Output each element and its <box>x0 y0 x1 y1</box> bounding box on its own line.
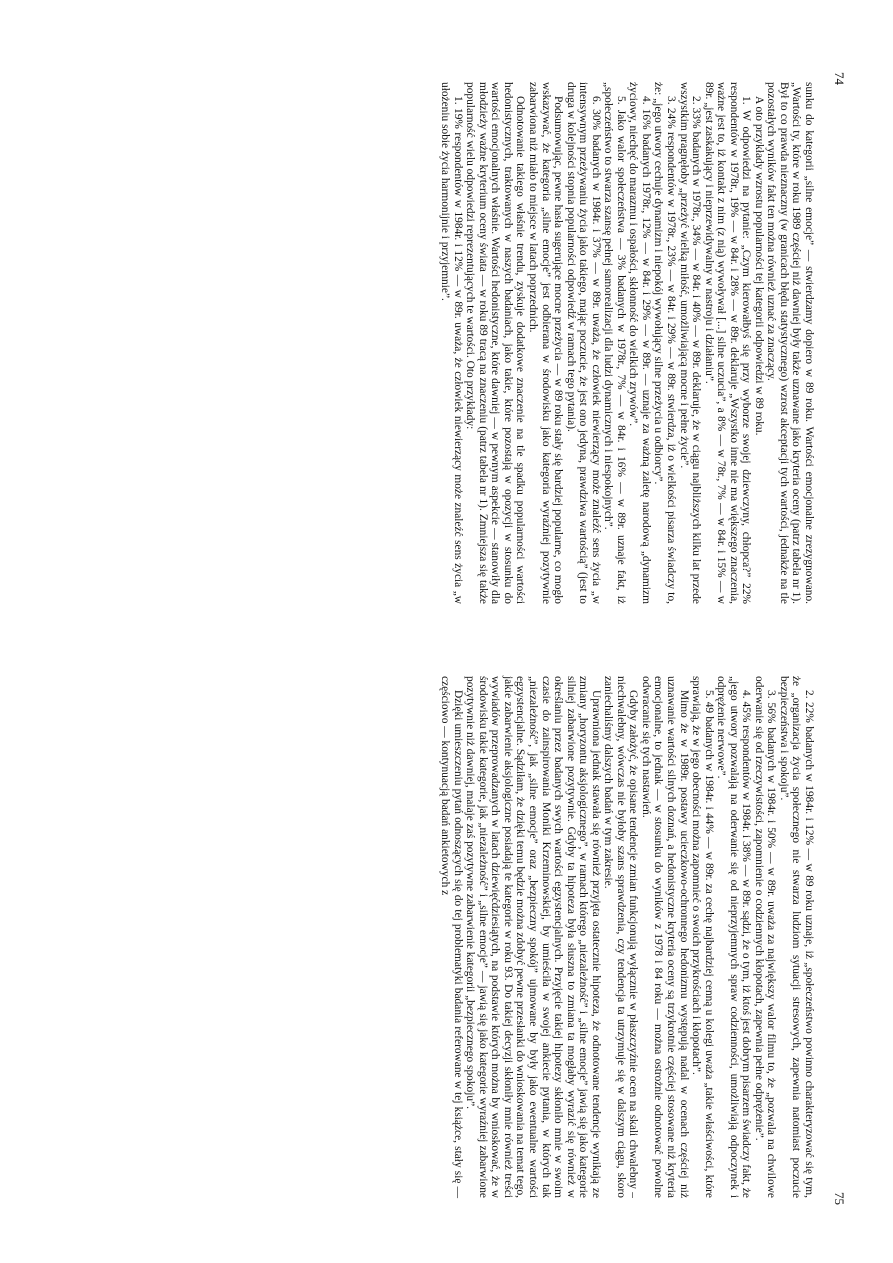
paragraph: 6. 30% badanych w 1984r. i 37% — w 89r. uważa, że człowiek niewierzący może znaleźć sens życia „w intensywnym przeżywaniu życia jako takiego, mając poczucie, że jest ono jedyna, prawdziwa wartością” (jest to druga w kolejności stopnia popularności odpowiedź w ramach tego pytania). <box>564 82 602 604</box>
paragraph: 5. Jako walor społeczeństwa — 3% badanych w 1978r., 7% — w 84r. i 16% — w 89r. uznaje fakt, iż „społeczeństwo to stwarza szansę pełnej samorealizacji dla ludzi dynamicznych i niespokojnych”. <box>602 82 627 604</box>
paragraph: Dzięki umieszczeniu pytań odnoszących się do tej problematyki badania referowane w tej książce, stały się — częściowo — kontynuacją badań ankietowych z <box>439 676 464 1198</box>
paragraph: 5. 49 badanych w 1984r. i 44% — w 89r. za cechę najbardziej cenną u kolegi uważa „takie właściwości, które sprawiają, że w jego obecności można zapomnieć o swoich przykrościach i kłopotach”. <box>690 676 715 1198</box>
paragraph: Podsumowując, pewne hasła sugerujące mocne przeżycia — w 89 roku stały się bardziej popularne, co mogło wskazywać, że kategoria „silne emocje” jest odbierana w środowisku jako kategoria wyraźniej pozytywnie zabarwiona niż miało to miejsce w latach poprzednich. <box>526 82 565 604</box>
paragraph: 3. 24% respondentów w 1978r., 23% — w 84r. i 29% — w 89r. stwierdza, iż o wielkości pisarza świadczy to, że: „jego utwory cechuje dynamizm i niepokój wywołujący silne przeżycia u odbiorcy”. <box>652 82 677 604</box>
paragraph: 3. 56% badanych w 1984r. i 50% — w 89r. uważa za największy walor filmu to, że „pozwala na chwilowe oderwanie się od rzeczywistości, zapomnienie o codziennych kłopotach, zapewnia pełne odprężenie”. <box>752 676 778 1198</box>
paragraph: Odnotowanie takiego właśnie trendu, zyskuje dodatkowe znaczenie na tle spadku popularności wartości hedonistycznych, traktowanych w naszych badaniach, jako takie, które pozostają w opozycji w stosunku do wartości emocjonalnych właśnie. Wartości hedonistyczne, które dawniej — w pewnym aspekcie — stanowiły dla młodzieży ważne kryterium oceny świata — w roku 89 tracą na znaczeniu (patrz tabela nr 1). Zmniejsza się także popularność wielu odpowiedzi reprezentujących te wartości. Oto przykłady: <box>464 82 527 604</box>
paragraph: sunku do kategorii „silne emocje” — stwierdzamy dopiero w 89 roku. Wartości emocjonalne zrezygnowano. „Wartości ty, które w roku 1989 częściej niż dawniej były także uznawane jako kryteria oceny (patrz tabela nr 1). Był to co prawda nieznaczny (w granicach błędu statystycznego) wzrost akceptacji tych wartości, jednakże na tle pozostałych wyników fakt ten można również uznać za znaczący. <box>765 82 815 604</box>
paragraph: 4. 45% respondentów w 1984r. i 38% — w 89r. sądzi, że o tym, iż ktoś jest dobrym pisarzem świadczy fakt, że „jego utwory pozwalają na oderwanie się od nieprzyjemnych spraw codzienności, umożliwiają odpoczynek i odprężenie nerwowe”. <box>715 676 753 1198</box>
page-number-right: 75 <box>832 1192 847 1205</box>
text-column-right <box>439 676 815 1198</box>
paragraph: Uprawniona jednak stawała się również przyjęta ostatecznie hipoteza, że odnotowane tendencje wynikają ze zmiany „horyzontu aksjologicznego”, w ramach którego „niezależność” i „silne emocje” jawią się jako kategorie silniej zabarwione pozytywnie. Gdyby ta hipoteza była słuszna to zmiana ta mogłaby wyrazić się również w określaniu przez badanych swych wartości egzystencjalnych. Przyjęcie takiej hipotezy skłoniło mnie w swoim czasie do zainspirowania Moniki Krzeminowskiej, by umieściła w swojej ankiecie pytania, w których tak „niezależność”, jak „silne emocje” oraz „bezpieczny spokój” ujmowane by były jako ewentualne wartości egzystencjalne. Sądziłam, że dzięki temu będzie można zdobyć pewne przesłanki do wnioskowania na temat tego, jakie zabarwienie aksjologiczne posiadają te kategorie w roku 93. Do takiej decyzji skłoniły mnie również treści wywiadów przeprowadzanych w latach dziewięćdziesiątych, na podstawie których można by wnioskować, że w środowisku takie kategorie, jak „niezależność” i „silne emocje” — jawią się jako kategorie wyraźniej zabarwione pozytywnie niż dawniej, malaje zaś pozytywne zabarwienie kategorii „bezpiecznego spokoju”. <box>464 676 602 1198</box>
paragraph: 2. 33% badanych w 1978r., 34% — w 84r. i 40% — w 89r. deklaruje, że w ciągu najbliższych kilku lat przede wszystkim pragnęłoby „przeżyć wielką miłość, umożliwiającą mocne i pełne życie”. <box>677 82 703 604</box>
paragraph: 2. 22% badanych w 1984r. i 12% — w 89 roku uznaje, iż „społeczeństwo powinno charakteryzować się tym, że „organizacja życia społecznego nie stwarza ludziom sytuacji stresowych, zapewnia natomiast poczucie bezpieczeństwa i spokoju”. <box>777 676 815 1198</box>
paragraph: 1. W odpowiedzi na pytanie: „Czym kierowałbyś się przy wyborze swojej dziewczyny, chłopca?” 22% respondentów w 1978r., 19% — w 84r. i 28% — w 89r. deklaruje „Wszystko inne nie ma większego znaczenia, ważne jest to, iż kontakt z nim (z nią) wywoływał [...] silne uczucia”, a 8% — w 78r., 7% — w 84r. i 15% — w 89r. „jest zaskakujący i nieprzewidywalny w nastroju i działaniu”. <box>702 82 753 604</box>
text-column-left <box>439 82 815 604</box>
paragraph: Gdyby założyć, że opisane tendencje zmian funkcjonują wyłącznie w płaszczyźnie ocen na skali chwalebny – niechwalebny, wówczas nie byłoby szans sprawdzenia, czy tendencja ta utrzymuje się w dalszym ciągu, skoro zaniechaliśmy dalszych badań w tym zakresie. <box>602 676 640 1198</box>
paragraph: A oto przykłady wzrostu popularności tej kategorii odpowiedzi w 89 roku. <box>752 96 765 436</box>
paragraph: 4. 16% badanych 1978r., 12% — w 84r. i 29% — w 89r. — uznaje za ważną zaletę narodową „dynamizm życiowy, niechęć do marazmu i ospałości, skłonność do wielkich zrywów”. <box>627 82 652 604</box>
paragraph: 1. 19% respondentów w 1984r. i 12% — w 89r. uważa, że człowiek niewierzący może znaleźć sens życia „w ułożeniu sobie życia harmonijnie i przyjemnie”. <box>439 82 464 604</box>
paragraph: Mimo że w 1989r. postawy ucieczkowo-ochronnego hedonizmu występują nadal w ocenach częściej niż uznawanie wartości silnych doznań, a hedonistyczne kryteria oceny są trzykrotnie częściej stosowane niż kryteria emocjonalne, to jednak — w stosunku do wyników z 1978 i 84 roku — można ostrożnie odnotować powolne odwracanie się tych nastawień. <box>639 676 690 1198</box>
page-number-left: 74 <box>832 72 847 85</box>
